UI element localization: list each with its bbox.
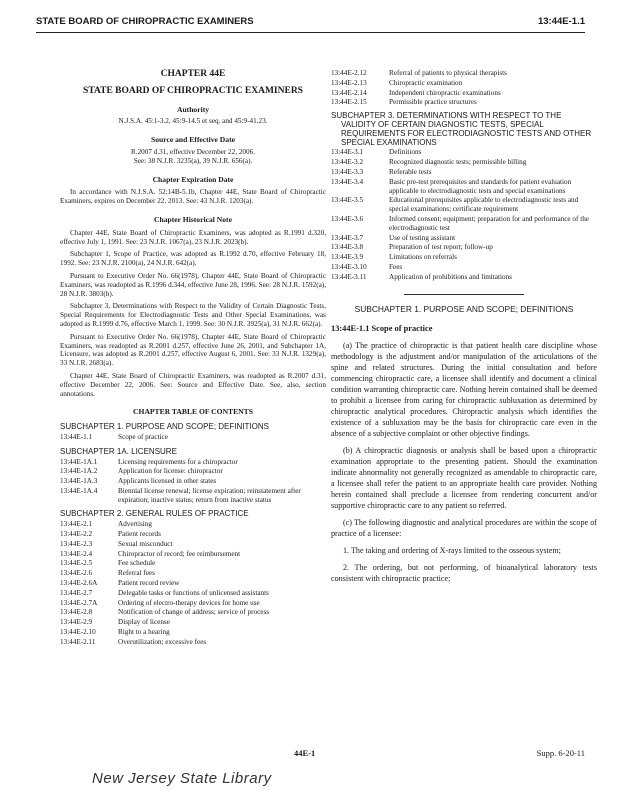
toc-entry: [331, 178, 597, 196]
toc-entry: [331, 168, 597, 177]
toc-entry-number: 13:44E-2.6: [60, 569, 93, 578]
supplement-date: Supp. 6-20-11: [536, 748, 585, 758]
toc-entry-title: Educational prerequisites applicable to electrodiagnostic tests and special examinations; certificate requirement: [389, 196, 579, 214]
subchapter-1-heading: SUBCHAPTER 1. PURPOSE AND SCOPE; DEFINITIONS: [60, 422, 269, 432]
paragraph: (c) The following diagnostic and analytical procedures are within the scope of practice of a licensee:: [331, 518, 597, 539]
toc-entry-title: Permissible practice structures: [389, 98, 477, 107]
subchapter-1-list: [60, 433, 326, 442]
chapter-number: CHAPTER 44E: [160, 69, 226, 79]
toc-entry-title: Referral of patients to physical therapists: [389, 69, 507, 77]
toc-entry: [60, 628, 326, 637]
toc-entry-title: Definitions: [389, 148, 422, 157]
toc-entry-number: 13:44E-2.6A: [60, 579, 98, 588]
toc-entry-number: 13:44E-2.1: [60, 520, 93, 529]
toc-entry-title: Informed consent; equipment; preparation for and performance of the electrodiagnostic test: [389, 214, 589, 232]
left-column: [60, 68, 326, 647]
toc-entry: [60, 618, 326, 627]
toc-entry-number: 13:44E-1A.4: [60, 486, 98, 495]
toc-entry-title: Scope of practice: [118, 432, 168, 441]
toc-entry: [331, 148, 597, 157]
header-rule: [36, 32, 585, 33]
chapter-title: STATE BOARD OF CHIROPRACTIC EXAMINERS: [83, 85, 303, 96]
toc-entry-number: 13:44E-1A.2: [60, 467, 98, 476]
toc-entry-title: Basic pre-test prerequisites and standards for patient evaluation applicable to electrodiagnostic tests and special examinations: [389, 177, 572, 195]
subchapter-2-list: [60, 520, 326, 646]
toc-entry-number: 13:44E-3.6: [331, 214, 364, 223]
toc-entry: [331, 158, 597, 167]
history-heading: Chapter Historical Note: [154, 214, 232, 224]
paragraph: Subchapter 3, Determinations with Respect to the Validity of Certain Diagnostic Tests, Special Requirements for Electrodiagnostic Tests and Other Special Examinations, was adopted as R.1999 d.76, effective March 1, 1999. See: 30 N.J.R. 3925(a), 31 N.J.R. 662(a).: [60, 302, 326, 328]
running-header: [36, 16, 585, 32]
subchapter-2-heading: SUBCHAPTER 2. GENERAL RULES OF PRACTICE: [60, 509, 249, 519]
toc-entry-number: 13:44E-2.14: [331, 88, 367, 97]
toc-entry: [60, 540, 326, 549]
toc-entry: [60, 608, 326, 617]
toc-entry-number: 13:44E-2.7: [60, 588, 93, 597]
source-text: R.2007 d.31, effective December 22, 2006. See: 38 N.J.R. 3235(a), 39 N.J.R. 656(a).: [130, 147, 256, 165]
toc-entry-number: 13:44E-2.4: [60, 549, 93, 558]
toc-entry: [331, 215, 597, 233]
toc-entry: [60, 550, 326, 559]
subchapter-3-list: [331, 148, 597, 281]
toc-entry-number: 13:44E-3.3: [331, 167, 364, 176]
toc-entry-number: 13:44E-2.8: [60, 608, 93, 617]
toc-entry-title: Applicants licensed in other states: [118, 477, 217, 486]
toc-entry-title: Fee schedule: [118, 559, 156, 568]
toc-entry-number: 13:44E-3.2: [331, 158, 364, 167]
toc-entry: [60, 433, 326, 442]
toc-entry-title: Biennial license renewal; license expiration; reinstatement after expiration; inactive status; return from inactive status: [118, 486, 301, 504]
page-number: 44E-1: [294, 748, 316, 758]
subchapter-2-list-continued: [331, 69, 597, 107]
toc-entry: [60, 579, 326, 588]
authority-text: N.J.S.A. 45:1-3.2, 45:9-14.5 et seq. and 45:9-41.23.: [118, 117, 268, 126]
toc-entry-number: 13:44E-1A.3: [60, 477, 98, 486]
toc-entry-number: 13:44E-2.15: [331, 98, 367, 107]
toc-entry-title: Chiropractor of record; fee reimbursement: [118, 549, 241, 558]
toc-entry-title: Chiropractic examination: [389, 78, 463, 87]
paragraph: Chapter 44E, State Board of Chiropractic Examiners, was adopted as R.1991 d.320, effective July 1, 1991. See: 23 N.J.R. 1067(a), 23 N.J.R. 2023(b).: [60, 228, 326, 246]
toc-entry-title: Use of testing assistant: [389, 233, 456, 242]
toc-entry: [331, 253, 597, 262]
toc-entry-title: Delegable tasks or functions of unlicensed assistants: [118, 588, 269, 597]
section-body: [331, 340, 597, 584]
toc-entry: [331, 196, 597, 214]
toc-entry-number: 13:44E-2.9: [60, 618, 93, 627]
toc-entry-number: 13:44E-3.9: [331, 253, 364, 262]
toc-entry: [331, 234, 597, 243]
toc-entry-number: 13:44E-3.8: [331, 243, 364, 252]
toc-entry-number: 13:44E-2.12: [331, 69, 367, 77]
toc-entry-number: 13:44E-1.1: [60, 432, 93, 441]
library-stamp: New Jersey State Library: [92, 770, 272, 787]
paragraph: Pursuant to Executive Order No. 66(1978), Chapter 44E, State Board of Chiropractic Examiners, was readopted as R.2001 d.257, effective June 26, 2001, and Subchapter 1A, Licensure, was adopted as R.2001 d.257, effective August 6, 2001. See: 33 N.J.R. 1329(a), 33 N.J.R. 2683(a).: [60, 332, 326, 368]
toc-entry: [60, 458, 326, 467]
toc-entry: [331, 69, 597, 78]
toc-entry-number: 13:44E-2.3: [60, 539, 93, 548]
section-heading: 13:44E-1.1 Scope of practice: [331, 324, 433, 334]
toc-entry-number: 13:44E-3.11: [331, 272, 367, 281]
toc-entry-title: Notification of change of address; service of process: [118, 608, 270, 617]
toc-entry-title: Patient records: [118, 530, 161, 539]
toc-entry-title: Display of license: [118, 618, 170, 627]
toc-entry: [60, 599, 326, 608]
toc-entry-number: 13:44E-2.7A: [60, 598, 98, 607]
authority-heading: Authority: [176, 104, 210, 114]
subchapter-1a-heading: SUBCHAPTER 1A. LICENSURE: [60, 446, 177, 456]
toc-entry-title: Fees: [389, 262, 403, 271]
toc-entry-number: 13:44E-2.10: [60, 628, 96, 637]
subchapter-3-heading: SUBCHAPTER 3. DETERMINATIONS WITH RESPECT TO THE VALIDITY OF CERTAIN DIAGNOSTIC TESTS, SPECIAL REQUIREMENTS FOR ELECTRODIAGNOSTIC TESTS AND OTHER SPECIAL EXAMINATIONS: [331, 111, 592, 147]
toc-entry: [60, 569, 326, 578]
toc-entry-number: 13:44E-2.2: [60, 530, 93, 539]
toc-entry: [60, 487, 326, 505]
toc-entry-title: Application of prohibitions and limitations: [389, 272, 512, 281]
toc-entry-number: 13:44E-2.13: [331, 78, 367, 87]
toc-entry-title: Right to a hearing: [118, 628, 170, 637]
subchapter-1-title: SUBCHAPTER 1. PURPOSE AND SCOPE; DEFINITIONS: [354, 303, 574, 314]
toc-entry-title: Patient record review: [118, 579, 180, 588]
toc-entry-title: Preparation of test report; follow-up: [389, 243, 493, 252]
toc-entry-number: 13:44E-3.4: [331, 177, 364, 186]
toc-entry: [331, 263, 597, 272]
toc-entry-number: 13:44E-2.11: [60, 637, 96, 646]
toc-entry-number: 13:44E-3.1: [331, 148, 364, 157]
toc-entry-title: Ordering of electro-therapy devices for home use: [118, 598, 260, 607]
toc-entry: [60, 589, 326, 598]
toc-entry-title: Overutilization; excessive fees: [118, 637, 207, 646]
toc-entry: [331, 89, 597, 98]
toc-entry: [331, 273, 597, 282]
toc-entry-title: Independent chiropractic examinations: [389, 88, 501, 97]
history-notes: [60, 229, 326, 399]
toc-entry: [331, 98, 597, 107]
subchapter-1a-list: [60, 458, 326, 505]
header-title: STATE BOARD OF CHIROPRACTIC EXAMINERS: [36, 16, 254, 27]
toc-entry: [60, 638, 326, 647]
paragraph: 2. The ordering, but not performing, of bioanalytical laboratory tests consistent with chiropractic practice;: [331, 563, 597, 584]
toc-entry: [60, 520, 326, 529]
paragraph: 1. The taking and ordering of X-rays limited to the osseous system;: [343, 546, 561, 556]
source-heading: Source and Effective Date: [150, 135, 235, 145]
paragraph: Subchapter 1, Scope of Practice, was adopted as R.1992 d.70, effective February 18, 1992. See: 23 N.J.R. 2100(a), 24 N.J.R. 642(a).: [60, 250, 326, 268]
toc-entry-title: Limitations on referrals: [389, 253, 457, 262]
header-section: 13:44E-1.1: [537, 16, 585, 27]
paragraph: (a) The practice of chiropractic is that patient health care discipline whose methodology is the adjustment and/or manipulation of the articulations of the spine and related structures. During the initial consultation and before commencing chiropractic care, a licensee shall identify and document a clinical condition warranting chiropractic care. Nothing herein contained shall be deemed to prohibit a licensee from caring for chiropractic subluxation as determined by chiropractic analytical procedures. Chiropractic analysis which identifies the existence of a subluxation may be the basis for chiropractic care even in the absence of a subjective complaint or other objective findings.: [331, 341, 597, 439]
toc-entry: [60, 467, 326, 476]
toc-entry-title: Referable tests: [389, 167, 432, 176]
toc-entry: [331, 79, 597, 88]
paragraph: Pursuant to Executive Order No. 66(1978), Chapter 44E, State Board of Chiropractic Examiners, was readopted as R.1996 d.344, effective June 28, 1996. See: 28 N.J.R. 1592(a), 28 N.J.R. 3803(b).: [60, 271, 326, 298]
toc-entry-number: 13:44E-2.5: [60, 559, 93, 568]
toc-heading: CHAPTER TABLE OF CONTENTS: [133, 407, 253, 417]
toc-entry-title: Sexual misconduct: [118, 539, 173, 548]
toc-entry-number: 13:44E-3.5: [331, 196, 364, 205]
paragraph: Chapter 44E, State Board of Chiropractic Examiners, was readopted as R.2007 d.31, effective December 22, 2006. See: Source and Effective Date. See, also, section annotations.: [60, 371, 326, 398]
toc-entry-title: Advertising: [118, 520, 152, 529]
toc-entry-number: 13:44E-3.10: [331, 262, 367, 271]
toc-entry-number: 13:44E-3.7: [331, 233, 364, 242]
toc-entry-title: Recognized diagnostic tests; permissible billing: [389, 158, 527, 167]
toc-entry-title: Application for license: chiropractor: [118, 467, 223, 476]
expiration-text: In accordance with N.J.S.A. 52:14B-5.1b, Chapter 44E, State Board of Chiropractic Examiners, expires on December 22, 2013. See: 43 N.J.R. 1203(a).: [60, 188, 326, 206]
toc-entry: [60, 530, 326, 539]
toc-entry: [331, 243, 597, 252]
right-column: [331, 68, 597, 584]
section-divider: [404, 294, 524, 295]
paragraph: (b) A chiropractic diagnosis or analysis shall be based upon a chiropractic examination appropriate to the presenting patient. Should the examination indicate abnormality not generally recognized as amendable to chiropractic care, a licensee shall refer the patient to an appropriate health care provider. Nothing herein contained shall preclude a licensee from rendering concurrent and/or supportive chiropractic care to any patient so referred.: [331, 446, 597, 511]
toc-entry: [60, 559, 326, 568]
toc-entry: [60, 477, 326, 486]
toc-entry-title: Licensing requirements for a chiropractor: [118, 457, 238, 466]
expiration-heading: Chapter Expiration Date: [152, 174, 234, 184]
toc-entry-title: Referral fees: [118, 569, 155, 578]
toc-entry-number: 13:44E-1A.1: [60, 457, 98, 466]
